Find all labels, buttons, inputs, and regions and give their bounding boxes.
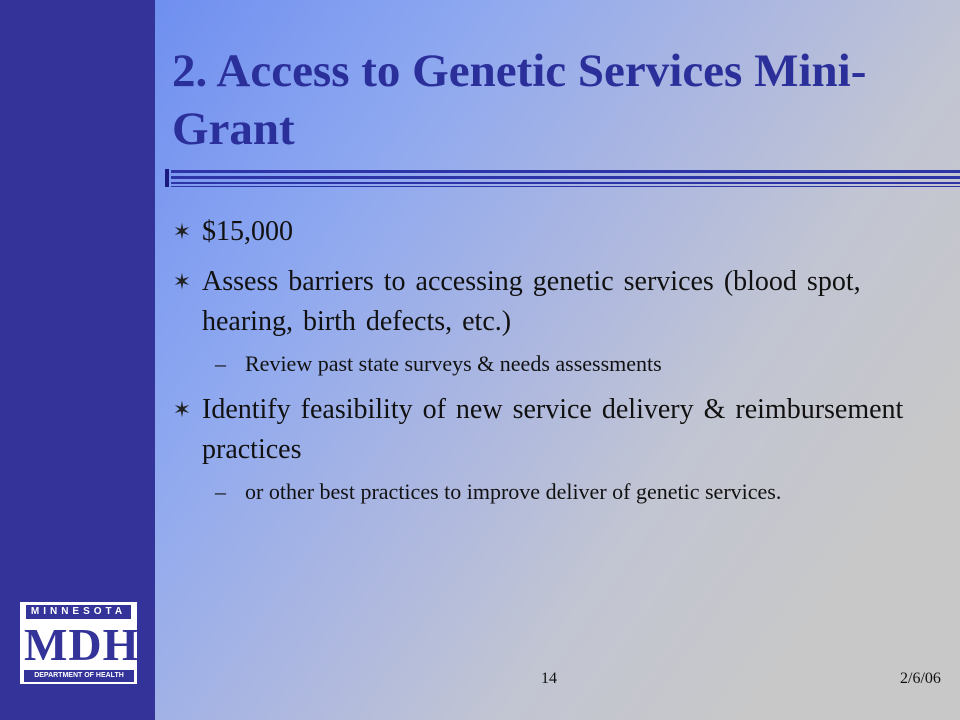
bullet-text: Assess barriers to accessing genetic services (blood spot, hearing, birth defects, etc.): [202, 266, 861, 337]
star-bullet-icon: ✶: [172, 397, 192, 422]
sub-bullet-text: Review past state surveys & needs assessments: [245, 351, 662, 376]
sub-bullet-item: [170, 476, 930, 508]
bullet-item: [170, 212, 930, 252]
slide-body: [170, 212, 930, 508]
logo-brand-text: MDH: [24, 619, 140, 670]
bullet-item: [170, 262, 930, 342]
logo-dept-text: DEPARTMENT OF HEALTH: [24, 670, 134, 682]
logo-state-text: MINNESOTA: [26, 605, 131, 619]
sub-bullet-item: [170, 348, 930, 380]
title-divider: [165, 167, 960, 189]
bullet-text: Identify feasibility of new service delivery & reimbursement practices: [202, 394, 904, 465]
star-bullet-icon: ✶: [172, 269, 192, 294]
footer-date: 2/6/06: [900, 670, 941, 687]
slide-title: 2. Access to Genetic Services Mini-Grant: [172, 45, 867, 155]
bullet-text: $15,000: [202, 216, 293, 247]
sub-bullet-text: or other best practices to improve deliver of genetic services.: [245, 479, 782, 504]
dash-marker: –: [215, 351, 226, 376]
bullet-item: [170, 390, 930, 470]
page-number: 14: [541, 670, 557, 687]
star-bullet-icon: ✶: [172, 219, 192, 244]
mdh-logo: [16, 598, 141, 688]
dash-marker: –: [215, 479, 226, 504]
